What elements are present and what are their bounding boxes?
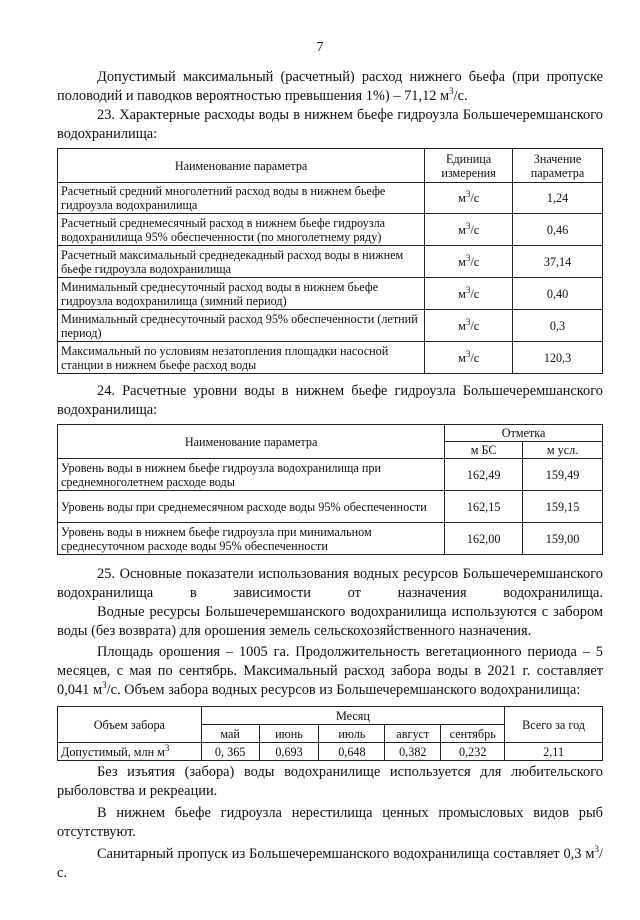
- paragraph-water-resources: Водные ресурсы Большечеремшанского водохранилища используются с забором воды (без возврата) для орошения земель сельскохозяйственного назначения.: [57, 604, 603, 639]
- value-cell: 159,49: [523, 459, 603, 491]
- value-cell: 1,24: [513, 183, 603, 214]
- unit-cell: $м^3/с$: [425, 246, 513, 278]
- table-row: [58, 523, 603, 555]
- value-cell: 120,3: [513, 342, 603, 374]
- month-header: май: [201, 725, 259, 743]
- value-cell: 162,00: [445, 523, 523, 555]
- page-number: 7: [316, 40, 324, 55]
- parameter-name: Уровень воды при среднемесячном расходе воды 95% обеспеченности: [58, 491, 445, 523]
- table-row: [58, 491, 603, 523]
- table-row: [58, 278, 603, 310]
- parameter-name: Расчетный максимальный среднедекадный расход воды в нижнем бьефе гидроузла водохранилища: [58, 246, 425, 278]
- value-cell: 162,49: [445, 459, 523, 491]
- paragraph-25: 25. Основные показатели использования водных ресурсов Большечеремшанского водохранилища в зависимости от назначения водохранилища.: [57, 566, 603, 601]
- value-cell: 0,40: [513, 278, 603, 310]
- column-header: Объем забора: [58, 707, 202, 743]
- paragraph-irrigation: Площадь орошения – 1005 га. Продолжительность вегетационного периода – 5 месяцев, с мая по сентябрь. Максимальный расход забора воды в 2021 г. составляет 0,041 $м^3/с$. Объем забора водных ресурсов из Большечеремшанского водохранилища:: [57, 644, 603, 698]
- value-cell: 159,00: [523, 523, 603, 555]
- document-body: [57, 68, 603, 883]
- parameter-name: Минимальный среднесуточный расход воды в нижнем бьефе гидроузла водохранилища (зимний период): [58, 278, 425, 310]
- water-levels-table: [57, 424, 603, 555]
- value-cell: 0,648: [319, 743, 385, 761]
- paragraph-24: 24. Расчетные уровни воды в нижнем бьефе гидроузла Большечеремшанского водохранилища:: [57, 383, 603, 418]
- parameter-name: Расчетный средний многолетний расход воды в нижнем бьефе гидроузла водохранилища: [58, 183, 425, 214]
- value-cell: 0,382: [385, 743, 441, 761]
- paragraph-fishing: Без изъятия (забора) воды водохранилище используется для любительского рыболовства и рекреации.: [57, 764, 603, 799]
- table-row: [58, 459, 603, 491]
- parameter-name: Максимальный по условиям незатопления площадки насосной станции в нижнем бьефе расход воды: [58, 342, 425, 374]
- column-header: м усл.: [523, 442, 603, 459]
- parameter-name: Уровень воды в нижнем бьефе гидроузла водохранилища при среднемноголетнем расходе воды: [58, 459, 445, 491]
- value-cell: 0,693: [259, 743, 319, 761]
- parameter-name: Уровень воды в нижнем бьефе гидроузла при минимальном среднесуточном расходе воды 95% обеспеченности: [58, 523, 445, 555]
- value-cell: 0,232: [441, 743, 505, 761]
- value-cell: 37,14: [513, 246, 603, 278]
- discharge-table: [57, 148, 603, 374]
- table-row: [58, 342, 603, 374]
- paragraph-sanitary: Санитарный пропуск из Большечеремшанского водохранилища составляет 0,3 $м^3/с$.: [57, 844, 603, 881]
- column-header: Единица измерения: [425, 149, 513, 183]
- table-row: [58, 246, 603, 278]
- month-header: август: [385, 725, 441, 743]
- total-cell: 2,11: [505, 743, 603, 761]
- month-header: июль: [319, 725, 385, 743]
- table-row: [58, 310, 603, 342]
- value-cell: 0, 365: [201, 743, 259, 761]
- value-cell: 0,3: [513, 310, 603, 342]
- table-header-row: [58, 707, 603, 725]
- table-header-row: [58, 425, 603, 442]
- column-header: Значение параметра: [513, 149, 603, 183]
- row-label: Допустимый, млн $м^3$: [58, 743, 202, 761]
- column-header: Наименование параметра: [58, 149, 425, 183]
- parameter-name: Расчетный среднемесячный расход в нижнем бьефе гидроузла водохранилища 95% обеспеченности (по многолетнему ряду): [58, 214, 425, 246]
- paragraph-spawning: В нижнем бьефе гидроузла нерестилища ценных промысловых видов рыб отсутствуют.: [57, 805, 603, 840]
- table-row: [58, 743, 603, 761]
- unit-cell: $м^3/с$: [425, 214, 513, 246]
- value-cell: 159,15: [523, 491, 603, 523]
- table-row: [58, 214, 603, 246]
- month-header: сентябрь: [441, 725, 505, 743]
- unit-cell: $м^3/с$: [425, 278, 513, 310]
- month-header: июнь: [259, 725, 319, 743]
- paragraph-23: 23. Характерные расходы воды в нижнем бьефе гидроузла Большечеремшанского водохранилища:: [57, 107, 603, 142]
- table-header-row: [58, 149, 603, 183]
- column-header: Всего за год: [505, 707, 603, 743]
- unit-cell: $м^3/с$: [425, 342, 513, 374]
- water-intake-table: [57, 706, 603, 761]
- value-cell: 0,46: [513, 214, 603, 246]
- parameter-name: Минимальный среднесуточный расход 95% обеспеченности (летний период): [58, 310, 425, 342]
- unit-cell: $м^3/с$: [425, 310, 513, 342]
- table-row: [58, 183, 603, 214]
- column-header: Отметка: [445, 425, 603, 442]
- unit-cell: $м^3/с$: [425, 183, 513, 214]
- column-header: м БС: [445, 442, 523, 459]
- column-header: Наименование параметра: [58, 425, 445, 459]
- paragraph-max-discharge: Допустимый максимальный (расчетный) расход нижнего бьефа (при пропуске половодий и паводков вероятностью превышения 1%) – 71,12 $м^3/с$.: [57, 69, 603, 104]
- value-cell: 162,15: [445, 491, 523, 523]
- column-header: Месяц: [201, 707, 504, 725]
